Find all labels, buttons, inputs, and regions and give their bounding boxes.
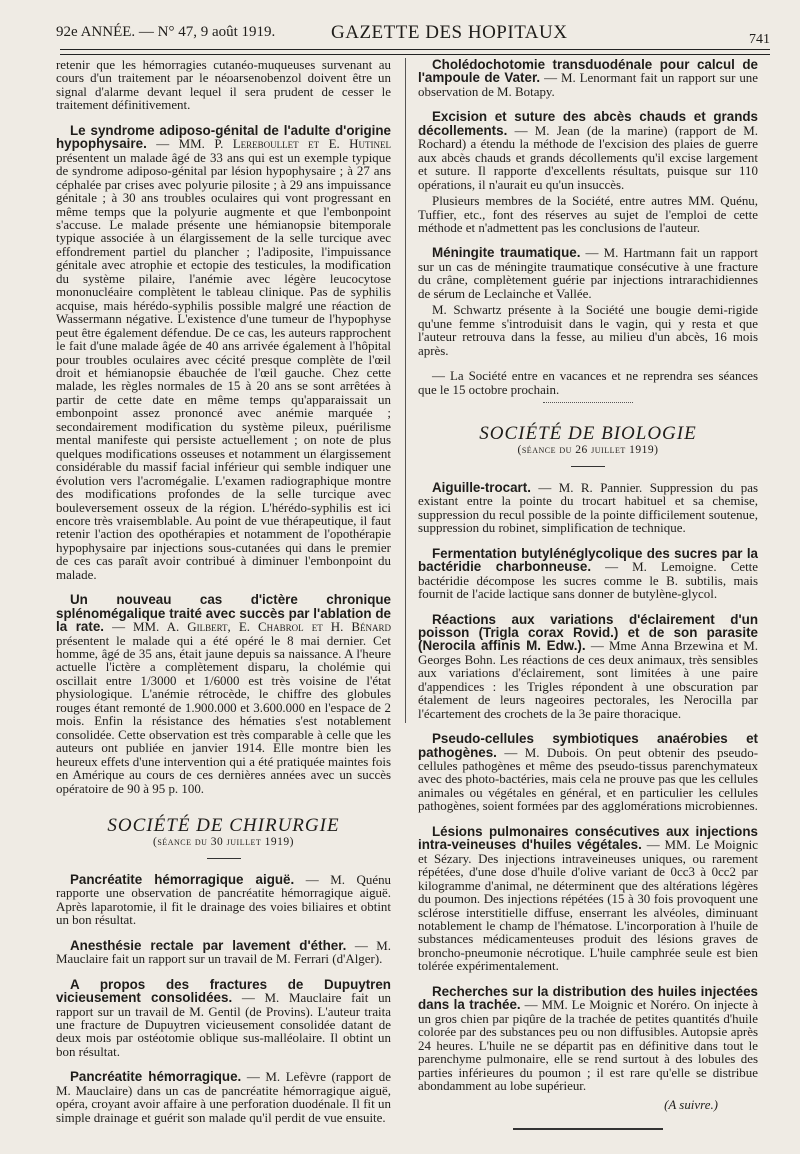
- article-lesions-pulmonaires: [418, 825, 758, 973]
- article-anesthesie-rectale: [56, 939, 391, 966]
- article-title: Pancréatite hémorragique.: [70, 1069, 242, 1085]
- article-title: Excision et suture des abcès chauds et grands décollements.: [418, 109, 758, 138]
- article-text: — M. Lefèvre (rapport de M. Mauclaire) dans un cas de pancréatite hémorragique aiguë, opéra, croyant avoir affaire à une perforation duodénale. Il fit un simple drainage et guérit son malade qu'il perdit de vue ensuite.: [56, 1069, 391, 1125]
- article-pseudo-cellules: [418, 732, 758, 813]
- article-title: Lésions pulmonaires consécutives aux injections intra-veineuses d'huiles végétales.: [418, 823, 758, 853]
- article-ictere-splenomegalique: [56, 593, 391, 795]
- article-text: — Mme Anna Brzewina et M. Georges Bohn. Les réactions de ces deux animaux, très sensibles aux variations d'éclairement, sont limitées à une paire d'appendices : les Trigles répondent à une obscuration par étalement de leurs nageoires pectorales, les Nerocilla par l'écartement des crochets de la 3e paire thoracique.: [418, 638, 759, 721]
- left-column: [56, 58, 391, 1127]
- paragraph: M. Schwartz présente à la Société une bougie demi-rigide qu'une femme s'introduisit dans le vagin, qui y resta et que l'auteur retrouva dans la fesse, au milieu d'un abcès, 16 mois après.: [418, 302, 758, 358]
- article-authors: — MM. A. Gilbert, E. Chabrol et H. Bénard: [112, 619, 392, 635]
- paragraph: retenir que les hémorragies cutanéo-muqueuses survenant au cours d'un traitement par le néoarsenobenzol doivent être un signal d'alarme devant lequel il sera prudent de cesser le traitement définitivement.: [56, 57, 391, 113]
- section-title-biologie: SOCIÉTÉ DE BIOLOGIE: [479, 422, 697, 444]
- article-title: Réactions aux variations d'éclairement d'un poisson (Trigla corax Rovid.) et de son parasite (Nerocila affinis M. Edw.).: [418, 611, 758, 654]
- article-text: présentent le malade qui a été opéré le 8 mai dernier. Cet homme, âgé de 35 ans, était jaune depuis sa naissance. A l'heure actuelle l'ictère a complètement disparu, la cholémie qui oscillait entre 1/3000 et 1/6000 est très voisine de l'état physiologique. L'anémie rétrocède, le chiffre des globules rouges étant remonté de 1.900.000 et 3.600.000 en l'espace de 2 mois. Enfin la résistance des hématies s'est notablement consolidée. Cette observation est très comparable à celle que les auteurs ont publiée en janvier 1914. Elle montre bien les heureux effets d'une intervention qui a été pratiquée maintes fois en Amérique au cours de ces dernières années avec un succès opératoire de 90 à 95 p. 100.: [56, 632, 391, 796]
- article-text: — M. Quénu rapporte une observation de pancréatite hémorragique aiguë. Après laparotomie, il fit le drainage des voies biliaires et obtint un bon résultat.: [56, 871, 392, 928]
- article-authors: — MM. P. Lereboullet et E. Hutinel: [156, 136, 391, 152]
- section-date: (séance du 26 juillet 1919): [517, 444, 659, 457]
- article-text: — M. R. Pannier. Suppression du pas existant entre la pointe du trocart habituel et sa chemise, suppression du recul possible de la pointe difficilement soutenue, suppression du robinet, simplification de technique.: [418, 479, 758, 536]
- article-pancreatite-aigue: [56, 873, 391, 927]
- article-title: Pancréatite hémorragique aiguë.: [70, 871, 295, 887]
- article-reactions-eclairement: [418, 613, 758, 721]
- article-text: — M. Mauclaire fait un rapport sur un travail de M. Ferrari (d'Alger).: [56, 937, 391, 967]
- article-text: — M. Hartmann fait un rapport sur un cas de méningite traumatique consécutive à une fracture du crâne, complètement guérie par injections intrarachidiennes de sérum de Leclainche et Vallée.: [418, 245, 758, 301]
- article-meningite-traumatique: [418, 246, 758, 300]
- paragraph: Plusieurs membres de la Société, entre autres MM. Quénu, Tuffier, etc., font des réserves au sujet de l'emploi de cette méthode et n'admettent pas les conclusions de l'auteur.: [418, 193, 758, 235]
- article-text: — MM. Le Moignic et Sézary. Des injections intraveineuses uniques, ou rarement répétées, d'une dose d'huile d'olive variant de 0cc3 à 0cc2 par kilogramme d'animal, ne déterminent que des altérations légères du poumon. Des injections répétées (15 à 30 fois provoquent une sclérose interstitielle diffuse, enserrant les alvéoles, diminuant notablement le champ de l'hématose. L'incorporation à l'huile de substances médicamenteuses produit des lésions graves de broncho-pneumonie nécrotique. L'huile camphrée seule est bien tolérée expérimentalement.: [418, 837, 758, 974]
- article-text: — M. Jean (de la marine) (rapport de M. Rochard) a étendu la méthode de l'excision des plaies de guerre aux abcès chauds et grands décollements qu'il excise largement et suture. Il rapporte d'excellents résultats, puisque sur 110 opérations, il n'aurait eu qu'un insuccès.: [418, 122, 758, 192]
- article-text: — M. Lemoigne. Cette bactéridie décompose les sucres comme le B. subtilis, mais fournit de l'acide lactique sans donner de butylène-glycol.: [418, 559, 759, 602]
- divider: [571, 466, 605, 467]
- section-date: (séance du 30 juillet 1919): [153, 836, 294, 849]
- article-pancreatite: [56, 1070, 391, 1124]
- article-title: Méningite traumatique.: [432, 245, 581, 261]
- divider: [207, 858, 241, 859]
- article-syndrome-adiposo-genital: [56, 124, 391, 581]
- article-huiles-trachee: [418, 985, 758, 1093]
- article-text: — MM. Le Moignic et Noréro. On injecte à un gros chien par piqûre de la trachée de petites quantités d'huile colorée par des substances peu ou non diffusibles. Autopsie après 24 heures. L'huile ne se départit pas en définitive dans tout le parenchyme pulmonaire, elle se rend surtout à des lobules des parties inférieures du poumon ; il est rare qu'elle se distribue abondamment au lobe supérieur.: [418, 997, 758, 1093]
- article-text: — M. Dubois. On peut obtenir des pseudo-cellules pathogènes et même des pseudo-tissus parenchymateux avec des photo-bactéries, mais cela ne prouve pas que les cellules animales ou végétales en général, et en particulier les cellules pathogènes, soient formées par des agglomérations microbiennes.: [418, 744, 759, 814]
- header-rule: [60, 49, 770, 50]
- page-header: [56, 20, 778, 48]
- article-text: — M. Mauclaire fait un rapport sur un travail de M. Gentil (de Provins). L'auteur traita une fracture de Dupuytren vicieusement consolidée datant de deux mois par ostéotomie oblique sus-malléolaire. Il obtint un bon résultat.: [56, 990, 392, 1059]
- article-text: présentent un malade âgé de 33 ans qui est un exemple typique de syndrome adiposo-génital par lésion hypophysaire ; à 27 ans céphalée par crises avec polyurie pilosite ; à 29 ans impuissance génitale ; à 30 ans troubles oculaires qui vont progressant en même temps que la polyurie augmente et que l'embonpoint s'accuse. Le malade présente une hémianopsie bitemporale typique associée à un élargissement de la selle turcique avec effondrement partiel du plancher ; l'adiposite, l'impuissance génitale avec atrophie et ectopie des testicules, la modification du système pilaire, l'anémie avec légère leucocytose mononucléaire complètent le tableau clinique. Pas de syphilis acquise, mais hérédo-syphilis possible malgré une réaction de Wassermann négative. L'existence d'une tumeur de l'hypophyse peut être également défendue. De ce cas, les auteurs rapprochent le fait d'une malade âgée de 40 ans arrivée également à l'hôpital pour troubles oculaires avec cécité presque complète de l'œil droit et hémianopsie ébauchée de l'œil gauche. Chez cette malade, les règles normales de 15 à 20 ans se sont arrêtées à partir de cette date en même temps qu'apparaissait un embonpoint assez prononcé avec anémie marquée ; secondairement modification du système pileux, puérilisme mental manifeste qui persiste actuellement ; on note de plus quelques modifications osseuses et notamment un élargissement considérable du massif facial inférieur qui semble indiquer une évolution vers l'acromégalie. L'examen radiographique montre des modifications profondes de la selle turcique avec bouleversement osseux de la région. L'hérédo-syphilis est ici encore très vraisemblable. Au point de vue thérapeutique, il faut retenir l'action des opothérapies et notamment de l'opothérapie hypophysaire par injections sous-cutanées qui dans le premier de ces cas paraît avoir contribué à diminuer l'embonpoint du malade.: [56, 149, 391, 582]
- article-aiguille-trocart: [418, 481, 758, 535]
- article-title: Recherches sur la distribution des huiles injectées dans la trachée.: [418, 983, 758, 1013]
- article-text: — M. Lenormant fait un rapport sur une observation de M. Botapy.: [418, 70, 758, 99]
- journal-title: GAZETTE DES HOPITAUX: [331, 22, 568, 43]
- column-divider: [405, 58, 406, 723]
- article-excision-abces: [418, 110, 758, 191]
- to-be-continued: (A suivre.): [664, 1097, 718, 1113]
- article-title: Un nouveau cas d'ictère chronique splénomégalique traité avec succès par l'ablation de la rate.: [56, 592, 391, 635]
- divider: [543, 402, 633, 403]
- article-title: Cholédochotomie transduodénale pour calcul de l'ampoule de Vater.: [418, 57, 758, 86]
- article-title: Aiguille-trocart.: [432, 479, 531, 495]
- article-choledochotomie: [418, 58, 758, 98]
- paragraph: — La Société entre en vacances et ne reprendra ses séances que le 15 octobre prochain.: [418, 368, 758, 397]
- right-column: [418, 58, 758, 1130]
- header-rule-thin: [60, 54, 770, 55]
- article-title: Pseudo-cellules symbiotiques anaérobies et pathogènes.: [418, 731, 758, 760]
- article-title: A propos des fractures de Dupuytren vicieusement consolidées.: [56, 976, 391, 1006]
- end-ornament: [513, 1128, 663, 1130]
- issue-info: 92e ANNÉE. — N° 47, 9 août 1919.: [56, 24, 276, 40]
- article-fractures-dupuytren: [56, 978, 391, 1059]
- page-number: 741: [749, 32, 770, 47]
- article-fermentation: [418, 547, 758, 601]
- section-title-chirurgie: SOCIÉTÉ DE CHIRURGIE: [107, 815, 340, 837]
- article-title: Le syndrome adiposo-génital de l'adulte d'origine hypophysaire.: [56, 122, 391, 152]
- article-title: Anesthésie rectale par lavement d'éther.: [70, 937, 347, 953]
- article-title: Fermentation butylénéglycolique des sucres par la bactéridie charbonneuse.: [418, 545, 758, 575]
